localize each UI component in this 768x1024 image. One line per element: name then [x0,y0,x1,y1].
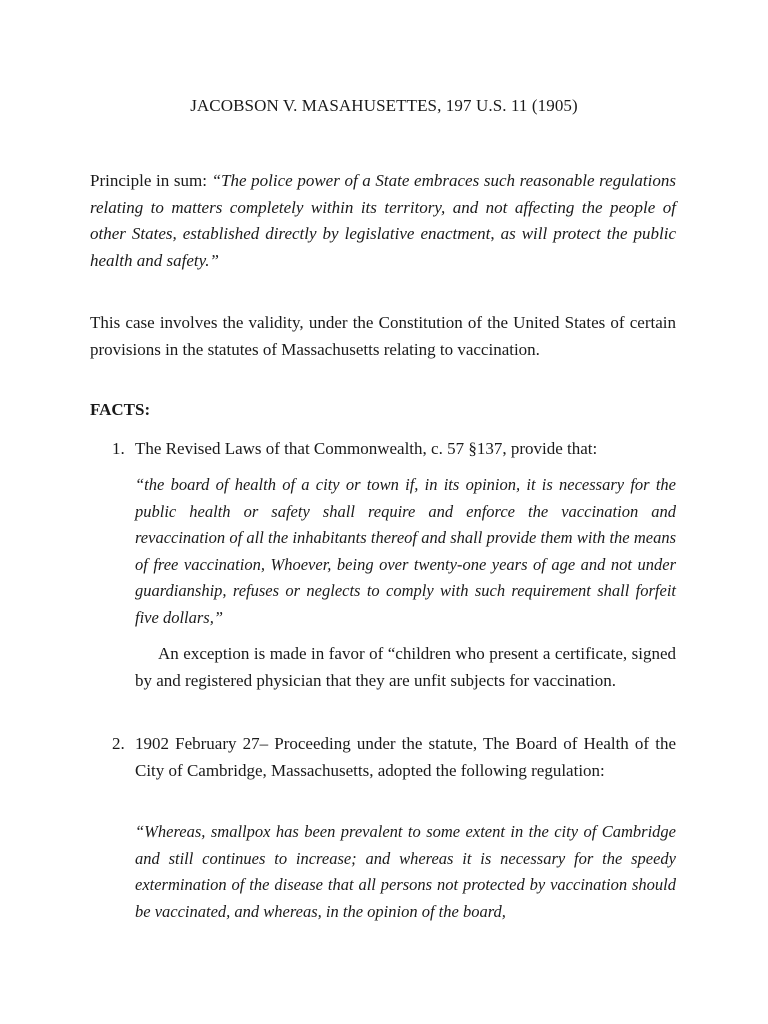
principle-quote-a: “The police power of a State embraces such reasonable regulations relating to matters completely within its territory, and not affecting the people of other States, established directly by legislative enactment [90,171,676,243]
fact-item-text: The Revised Laws of that Commonwealth, c. 57 §137, provide that: [135,439,598,458]
principle-lead: Principle in sum: [90,171,212,190]
facts-heading: FACTS: [90,400,151,419]
statute-quote: “the board of health of a city or town if, in its opinion, it is necessary for the public health or safety shall require and enforce the vaccination and revaccination of all the inhabitants thereof and shall provide them with the means of free vaccination, Whoever, being over twenty-one years of age and not under guardianship, refuses or neglects to comply with such requirement shall forfeit five dollars,” [135,475,676,627]
principle-quote-b: as will protect the public health and safety.” [90,224,677,270]
fact-item-1 [112,436,676,463]
principle-mid: , [490,224,501,243]
fact-item-number: 1. [112,439,125,458]
regulation-quote: “Whereas, smallpox has been prevalent to some extent in the city of Cambridge and still continues to increase; and whereas it is necessary for the speedy extermination of the disease that all persons not protected by vaccination should be vaccinated, and whereas, in the opinion of the board, [135,822,676,921]
case-paragraph: This case involves the validity, under the Constitution of the United States of certain provisions in the statutes of Massachusetts relating to vaccination. [90,313,676,359]
fact-item-2 [112,731,676,784]
exception-paragraph: An exception is made in favor of “children who present a certificate, signed by and registered physician that they are unfit subjects for vaccination. [135,644,676,690]
principle-paragraph [90,168,676,274]
document-title: JACOBSON V. MASAHUSETTES, 197 U.S. 11 (1905) [190,96,578,115]
fact-item-number: 2. [112,734,125,753]
fact-item-text: 1902 February 27– Proceeding under the statute, The Board of Health of the City of Cambridge, Massachusetts, adopted the following regulation: [135,734,676,780]
